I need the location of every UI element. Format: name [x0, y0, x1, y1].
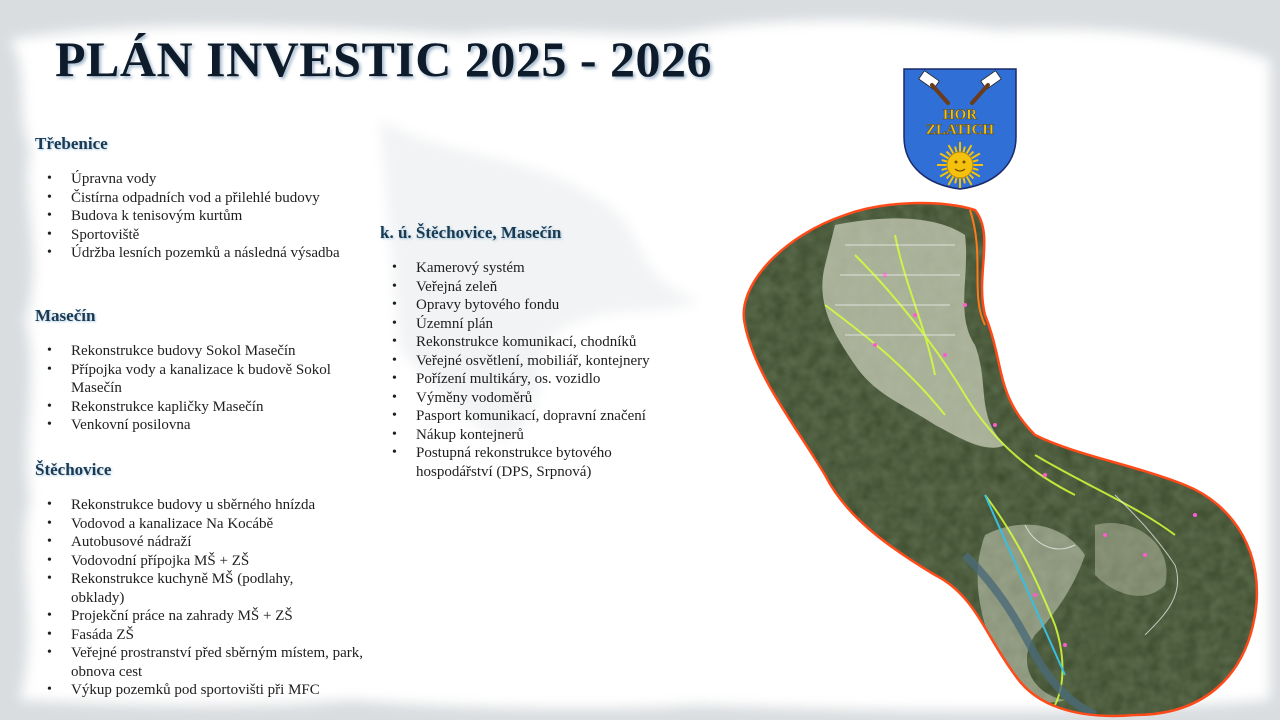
list-item: • Rekonstrukce budovy Sokol Masečín [71, 342, 380, 361]
item-list-masecin [35, 342, 380, 435]
section-heading-stechovice: Štěchovice [35, 460, 112, 479]
item-list-trebenice [35, 170, 375, 263]
section-heading-ku: k. ú. Štěchovice, Masečín [380, 223, 562, 242]
list-item: • Veřejné osvětlení, mobiliář, kontejnery [416, 352, 710, 371]
list-item: • Venkovní posilovna [71, 416, 380, 435]
section-ku-stechovice-masecin [380, 223, 710, 481]
list-item: • Veřejné prostranství před sběrným místem, park, obnova cest [71, 644, 376, 681]
list-item: • Územní plán [416, 315, 710, 334]
list-item: • Úpravna vody [71, 170, 375, 189]
section-masecin [35, 306, 380, 435]
list-item: • Budova k tenisovým kurtům [71, 207, 375, 226]
list-item: • Kamerový systém [416, 259, 710, 278]
list-item: • Nákup kontejnerů [416, 426, 710, 445]
list-item: • Rekonstrukce kuchyně MŠ (podlahy, obklady) [71, 570, 346, 607]
section-trebenice [35, 134, 375, 263]
aerial-map-image [735, 195, 1280, 720]
list-item: • Postupná rekonstrukce bytového hospodářství (DPS, Srpnová) [416, 444, 666, 481]
list-item: • Veřejná zeleň [416, 278, 710, 297]
list-item: • Rekonstrukce budovy u sběrného hnízda [71, 496, 380, 515]
list-item: • Autobusové nádraží [71, 533, 380, 552]
list-item: • Výkup pozemků pod sportovišti při MFC [71, 681, 380, 700]
list-item: • Pořízení multikáry, os. vozidlo [416, 370, 710, 389]
coat-text-2: ZLATICH [925, 122, 995, 138]
list-item: • Sportoviště [71, 226, 375, 245]
list-item: • Pasport komunikací, dopravní značení [416, 407, 710, 426]
list-item: • Přípojka vody a kanalizace k budově Sokol Masečín [71, 361, 376, 398]
coat-text-1: HOR [942, 107, 978, 123]
list-item: • Opravy bytového fondu [416, 296, 710, 315]
page-title: PLÁN INVESTIC 2025 - 2026 [55, 31, 713, 87]
list-item: • Údržba lesních pozemků a následná výsadba [71, 244, 351, 263]
section-heading-trebenice: Třebenice [35, 134, 108, 153]
list-item: • Čistírna odpadních vod a přilehlé budovy [71, 189, 375, 208]
list-item: • Fasáda ZŠ [71, 626, 380, 645]
item-list-stechovice [35, 496, 380, 700]
list-item: • Vodovodní přípojka MŠ + ZŠ [71, 552, 380, 571]
coat-of-arms-icon [902, 67, 1018, 191]
list-item: • Vodovod a kanalizace Na Kocábě [71, 515, 380, 534]
item-list-ku [380, 259, 710, 481]
section-heading-masecin: Masečín [35, 306, 96, 325]
list-item: • Výměny vodoměrů [416, 389, 710, 408]
list-item: • Rekonstrukce kapličky Masečín [71, 398, 380, 417]
section-stechovice [35, 460, 380, 700]
list-item: • Projekční práce na zahrady MŠ + ZŠ [71, 607, 380, 626]
list-item: • Rekonstrukce komunikací, chodníků [416, 333, 710, 352]
